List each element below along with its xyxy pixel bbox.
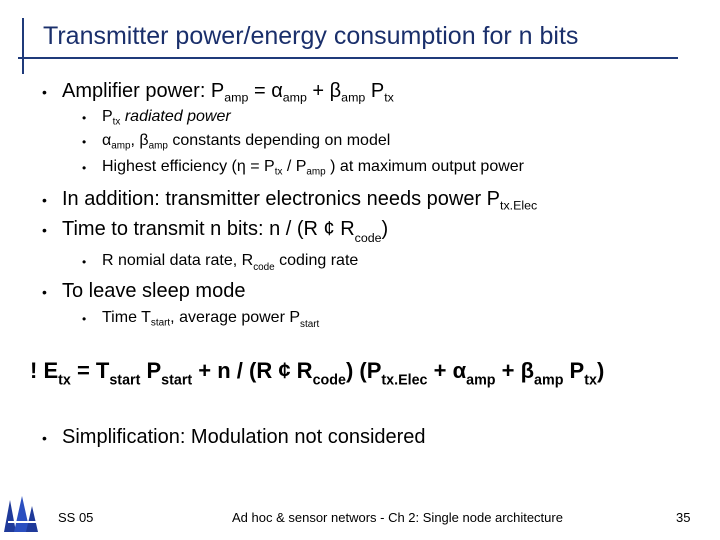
- subscript: tx: [384, 90, 394, 105]
- title-vertical-rule: [22, 18, 24, 74]
- bullet-icon: •: [42, 222, 47, 238]
- text: , average power P: [170, 309, 301, 326]
- text: R nomial data rate, R: [102, 252, 254, 269]
- eq-part: ) (P: [345, 358, 382, 383]
- text: ,: [130, 132, 140, 149]
- sub-bullet-icon: •: [82, 255, 87, 269]
- sub-bullet-constants: [102, 132, 390, 151]
- eq-part: ): [596, 358, 605, 383]
- subscript: tx: [112, 116, 121, 128]
- eq-subscript: tx.Elec: [381, 372, 428, 389]
- beta-symbol: β: [329, 80, 342, 102]
- subscript: amp: [224, 90, 249, 105]
- footer-course-title: Ad hoc & sensor networs - Ch 2: Single node architecture: [232, 510, 563, 525]
- sub-bullet-efficiency: [102, 158, 524, 177]
- subscript: start: [150, 317, 171, 329]
- eq-part: + β: [495, 358, 535, 383]
- subscript: amp: [306, 166, 326, 178]
- text: coding rate: [274, 252, 359, 269]
- text: radiated power: [120, 108, 231, 125]
- bullet-icon: •: [42, 430, 47, 446]
- text: To leave sleep mode: [62, 280, 246, 302]
- subscript: tx: [274, 166, 283, 178]
- sub-bullet-ptx-radiated: [102, 108, 231, 127]
- eq-subscript: code: [312, 372, 346, 389]
- bullet-simplification: [62, 426, 426, 449]
- university-logo: [0, 492, 42, 536]
- bullet-electronics: [62, 188, 537, 212]
- text: Time to transmit n bits: n / (R ¢ R: [62, 218, 355, 240]
- eq-part: P: [140, 358, 162, 383]
- energy-equation: [30, 358, 604, 388]
- subscript: code: [354, 230, 382, 245]
- sub-bullet-icon: •: [82, 135, 87, 149]
- eq-subscript: amp: [534, 372, 564, 389]
- subscript: start: [300, 319, 320, 331]
- slide-title: Transmitter power/energy consumption for n bits: [43, 22, 579, 50]
- text: Time T: [102, 309, 151, 326]
- sub-bullet-icon: •: [82, 312, 87, 326]
- sub-bullet-rate: [102, 252, 359, 274]
- bullet-amplifier-power: [62, 80, 394, 104]
- bullet-sleep-mode: [62, 280, 245, 303]
- eq-part: + α: [427, 358, 467, 383]
- eq-subscript: amp: [466, 372, 496, 389]
- bullet-time-transmit: [62, 218, 389, 245]
- eq-part: ! E: [30, 358, 59, 383]
- subscript: amp: [341, 90, 366, 105]
- text: In addition: transmitter electronics needs power P: [62, 188, 500, 210]
- text: = P: [245, 158, 275, 175]
- text: ): [381, 218, 389, 240]
- subscript: amp: [282, 90, 307, 105]
- eq-part: + n / (R ¢ R: [192, 358, 313, 383]
- beta-symbol: β: [139, 132, 149, 149]
- bullet-icon: •: [42, 192, 47, 208]
- sub-bullet-icon: •: [82, 161, 87, 175]
- text: =: [248, 80, 272, 102]
- eq-part: P: [563, 358, 585, 383]
- subscript: code: [253, 262, 275, 274]
- alpha-symbol: α: [271, 80, 283, 102]
- text: P: [365, 80, 385, 102]
- text: Highest efficiency (: [102, 158, 237, 175]
- title-horizontal-rule: [18, 57, 678, 59]
- sub-bullet-tstart: [102, 309, 320, 331]
- eq-subscript: tx: [584, 372, 597, 389]
- text: Simplification: Modulation not considered: [62, 426, 426, 448]
- eta-symbol: η: [236, 158, 246, 175]
- eq-subscript: tx: [58, 372, 71, 389]
- subscript: tx.Elec: [500, 198, 538, 213]
- eq-subscript: start: [161, 372, 193, 389]
- text: / P: [282, 158, 307, 175]
- eq-subscript: start: [109, 372, 141, 389]
- text: constants depending on model: [167, 132, 391, 149]
- eq-part: = T: [70, 358, 110, 383]
- text: +: [306, 80, 330, 102]
- alpha-symbol: α: [102, 132, 112, 149]
- text: P: [102, 108, 113, 125]
- bullet-icon: •: [42, 84, 47, 100]
- subscript: amp: [111, 140, 131, 152]
- page-number: 35: [676, 510, 691, 525]
- sub-bullet-icon: •: [82, 111, 87, 125]
- text: Amplifier power: P: [62, 80, 225, 102]
- text: ) at maximum output power: [325, 158, 524, 175]
- footer-term: SS 05: [58, 510, 94, 525]
- bullet-icon: •: [42, 284, 47, 300]
- subscript: amp: [148, 140, 168, 152]
